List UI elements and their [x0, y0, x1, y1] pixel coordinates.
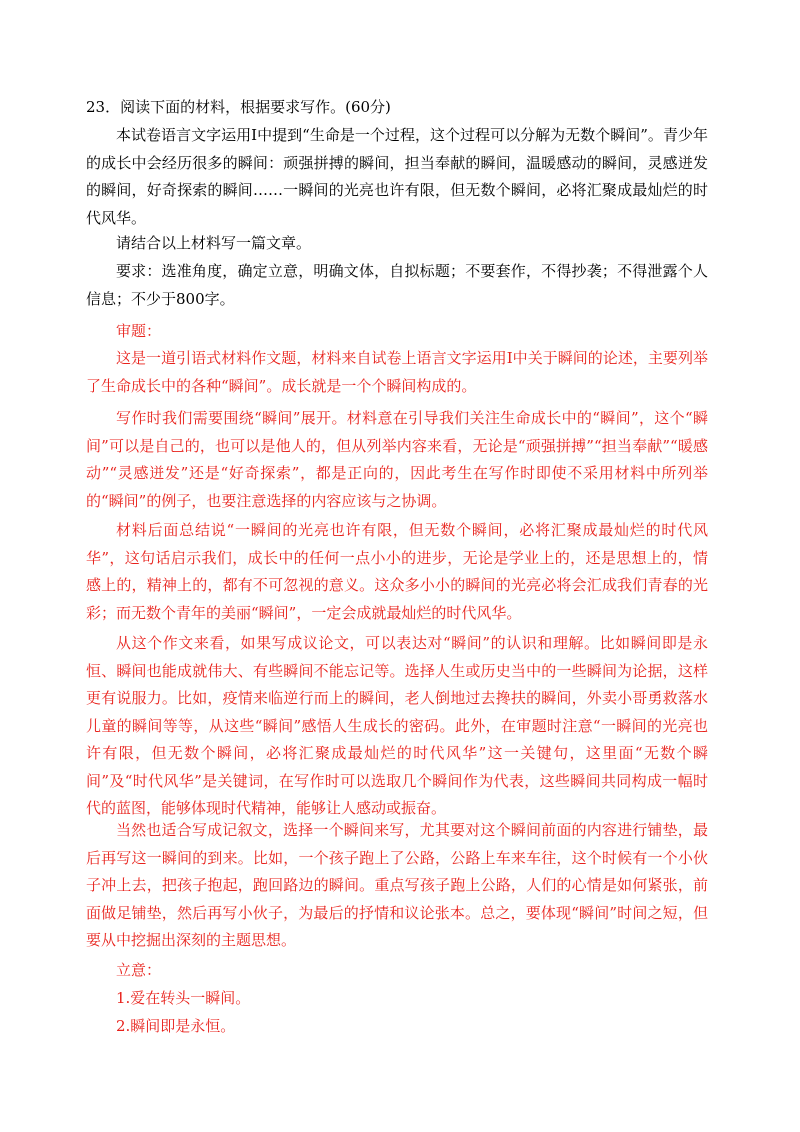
analysis-paragraph: 写作时我们需要围绕“瞬间”展开。材料意在引导我们关注生命成长中的“瞬间”，这个“瞬间”可以是自己的，也可以是他人的，但从列举内容来看，无论是“顽强拼搏”“担当奉献”“暖感动”“灵感迸发”还是“好奇探索”，都是正向的，因此考生在写作时即使不采用材料中所列举的“瞬间”的例子，也要注意选择的内容应该与之协调。	[86, 409, 708, 510]
analysis-heading: 审题：	[116, 322, 162, 340]
question-material: 本试卷语言文字运用Ⅰ中提到“生命是一个过程，这个过程可以分解为无数个瞬间”。青少年的成长中会经历很多的瞬间：顽强拼搏的瞬间，担当奉献的瞬间，温暖感动的瞬间，灵感迸发的瞬间，好奇探索的瞬间……一瞬间的光亮也许有限，但无数个瞬间，必将汇聚成最灿烂的时代风华。	[86, 126, 708, 227]
question-header: 23．阅读下面的材料，根据要求写作。(60分)	[86, 98, 391, 116]
writing-requirements: 要求：选准角度，确定立意，明确文体，自拟标题；不要套作，不得抄袭；不得泄露个人信息；不少于800字。	[86, 262, 708, 308]
analysis-paragraph: 这是一道引语式材料作文题，材料来自试卷上语言文字运用Ⅰ中关于瞬间的论述，主要列举了生命成长中的各种“瞬间”。成长就是一个个瞬间构成的。	[86, 349, 708, 395]
analysis-paragraph: 材料后面总结说“一瞬间的光亮也许有限，但无数个瞬间，必将汇聚成最灿烂的时代风华”，这句话启示我们，成长中的任何一点小小的进步，无论是学业上的，还是思想上的，情感上的，精神上的，都有不可忽视的意义。这众多小小的瞬间的光亮必将会汇成我们青春的光彩；而无数个青年的美丽“瞬间”，一定会成就最灿烂的时代风华。	[86, 521, 708, 622]
theme-heading: 立意：	[116, 961, 162, 979]
theme-point: 2.瞬间即是永恒。	[116, 1017, 236, 1035]
analysis-paragraph: 当然也适合写成记叙文，选择一个瞬间来写，尤其要对这个瞬间前面的内容进行铺垫，最后再写这一瞬间的到来。比如，一个孩子跑上了公路，公路上车来车往，这个时候有一个小伙子冲上去，把孩子抱起，跑回路边的瞬间。重点写孩子跑上公路，人们的心情是如何紧张，前面做足铺垫，然后再写小伙子，为最后的抒情和议论张本。总之，要体现“瞬间”时间之短，但要从中挖掘出深刻的主题思想。	[86, 821, 708, 949]
analysis-paragraph: 从这个作文来看，如果写成议论文，可以表达对“瞬间”的认识和理解。比如瞬间即是永恒、瞬间也能成就伟大、有些瞬间不能忘记等。选择人生或历史当中的一些瞬间为论据，这样更有说服力。比如，疫情来临逆行而上的瞬间，老人倒地过去搀扶的瞬间，外卖小哥勇救落水儿童的瞬间等等，从这些“瞬间”感悟人生成长的密码。此外，在审题时注意“一瞬间的光亮也许有限，但无数个瞬间，必将汇聚成最灿烂的时代风华”这一关键句，这里面“无数个瞬间”及“时代风华”是关键词，在写作时可以选取几个瞬间作为代表，这些瞬间共同构成一幅时代的蓝图，能够体现时代精神，能够让人感动或振奋。	[86, 634, 708, 817]
writing-task: 请结合以上材料写一篇文章。	[116, 234, 312, 252]
theme-point: 1.爱在转头一瞬间。	[116, 989, 251, 1007]
